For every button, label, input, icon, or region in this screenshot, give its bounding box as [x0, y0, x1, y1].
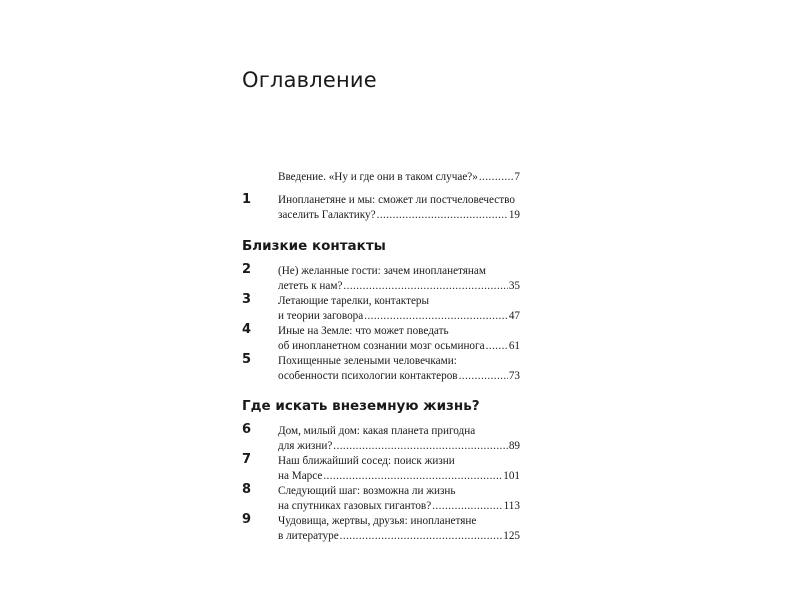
entry-line-2	[278, 339, 520, 354]
leader-dots	[432, 499, 502, 514]
entry-line-2	[278, 309, 520, 324]
leader-dots	[377, 208, 508, 223]
chapter-number: 1	[242, 192, 252, 207]
entry-text: заселить Галактику?	[278, 209, 376, 221]
entry-line-1	[278, 454, 520, 469]
leader-dots	[333, 439, 508, 454]
page-number: 19	[508, 209, 520, 221]
entry-text: Летающие тарелки, контактеры	[278, 295, 430, 307]
entry-text: на Марсе	[278, 470, 323, 482]
entry-text: Похищенные зелеными человечками:	[278, 355, 457, 367]
chapter-number: 8	[242, 482, 252, 497]
page-number: 125	[503, 530, 520, 542]
entry-line-2	[278, 529, 520, 544]
entry-line-1	[278, 264, 520, 279]
entry-text: лететь к нам?	[278, 280, 343, 292]
entry-line-1	[278, 193, 520, 208]
entry-text: на спутниках газовых гигантов?	[278, 500, 432, 512]
page-number: 89	[508, 440, 520, 452]
entry-line-2	[278, 499, 520, 514]
entry-text: Инопланетяне и мы: сможет ли постчеловечество	[278, 194, 515, 206]
chapter-number: 3	[242, 292, 252, 307]
entry-line-1	[278, 294, 520, 309]
entry-text: Следующий шаг: возможна ли жизнь	[278, 485, 456, 497]
page-number: 73	[508, 370, 520, 382]
entry-text: особенности психологии контактеров	[278, 370, 458, 382]
entry-line-2	[278, 469, 520, 484]
entry-text: в литературе	[278, 530, 339, 542]
entry-line-1	[278, 324, 520, 339]
chapter-number: 9	[242, 512, 252, 527]
leader-dots	[340, 529, 503, 544]
leader-dots	[364, 309, 508, 324]
entry-line-2	[278, 208, 520, 223]
page-number: 7	[514, 171, 520, 183]
leader-dots	[459, 369, 508, 384]
entry-text: Чудовища, жертвы, друзья: инопланетяне	[278, 515, 477, 527]
toc-entry-intro	[278, 170, 520, 185]
chapter-number: 5	[242, 352, 252, 367]
entry-text: Дом, милый дом: какая планета пригодна	[278, 425, 476, 437]
toc-title: Оглавление	[242, 68, 377, 92]
leader-dots	[479, 170, 514, 185]
page-number: 35	[508, 280, 520, 292]
entry-text: об инопланетном сознании мозг осьминога	[278, 340, 485, 352]
entry-text: для жизни?	[278, 440, 333, 452]
entry-line-1	[278, 424, 520, 439]
entry-line-2	[278, 369, 520, 384]
chapter-number: 6	[242, 422, 252, 437]
chapter-number: 7	[242, 452, 252, 467]
entry-line-2	[278, 279, 520, 294]
page-number: 101	[503, 470, 520, 482]
entry-line-1	[278, 354, 520, 369]
entry-text: (Не) желанные гости: зачем инопланетянам	[278, 265, 486, 277]
page-number: 47	[508, 310, 520, 322]
entry-text: Введение. «Ну и где они в таком случае?»	[278, 171, 478, 183]
part-heading-where-to-search: Где искать внеземную жизнь?	[242, 398, 480, 414]
leader-dots	[486, 339, 508, 354]
entry-text: Иные на Земле: что может поведать	[278, 325, 449, 337]
chapter-number: 4	[242, 322, 252, 337]
entry-text: Наш ближайший сосед: поиск жизни	[278, 455, 455, 467]
leader-dots	[343, 279, 507, 294]
entry-line-2	[278, 439, 520, 454]
part-heading-close-contacts: Близкие контакты	[242, 238, 386, 254]
entry-line-1	[278, 514, 520, 529]
entry-line-1	[278, 484, 520, 499]
page-number: 113	[503, 500, 520, 512]
leader-dots	[323, 469, 502, 484]
chapter-number: 2	[242, 262, 252, 277]
entry-text: и теории заговора	[278, 310, 364, 322]
page-number: 61	[508, 340, 520, 352]
